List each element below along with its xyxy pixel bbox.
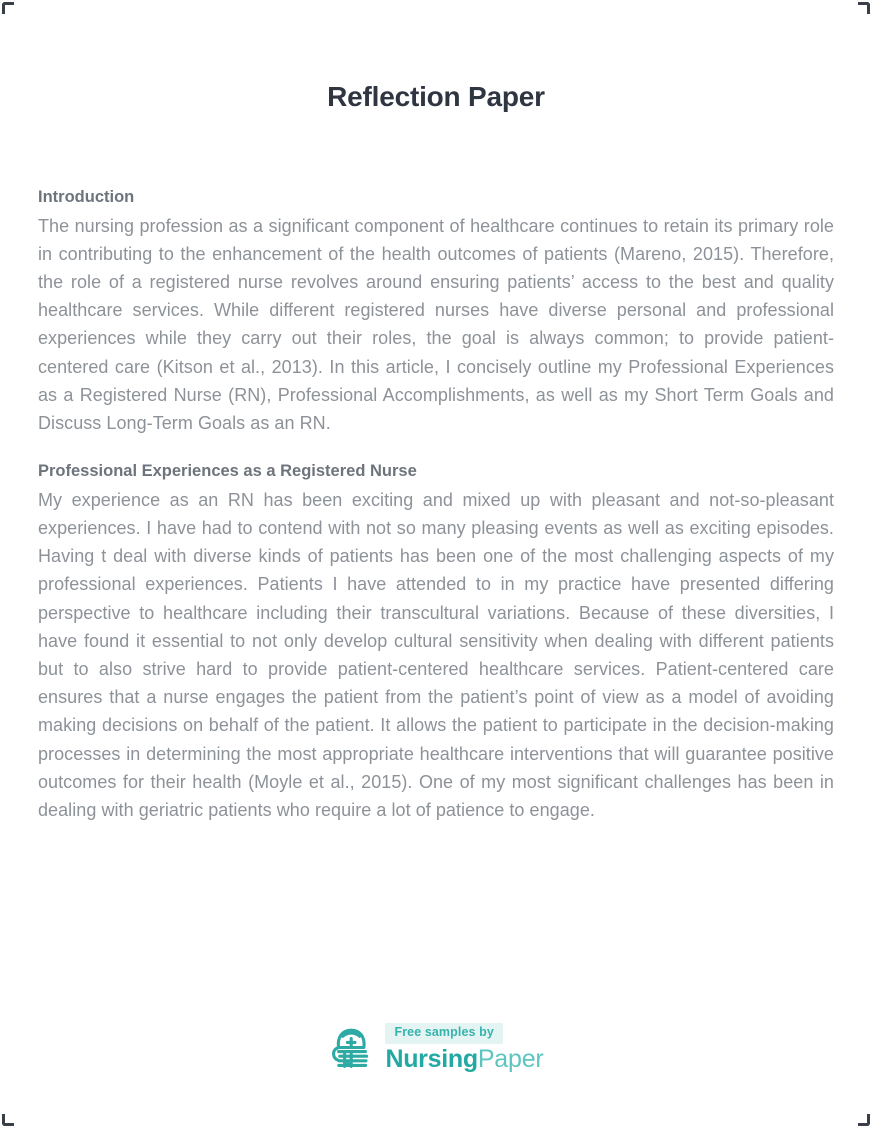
page-title: Reflection Paper [327, 80, 545, 112]
corner-mark-top-left [2, 2, 14, 14]
nursing-paper-logo[interactable] [328, 1022, 543, 1074]
brand-name-secondary: Paper [477, 1044, 544, 1073]
corner-mark-top-right [858, 2, 870, 14]
section-paragraph: My experience as an RN has been exciting and mixed up with pleasant and not-so-pleasant experiences. I have had to contend with not so many pleasing events as well as exciting episodes. Having t deal with diverse kinds of patients has been one of the most challenging aspects of my professional experiences. Patients I have attended to in my practice have presented differing perspective to healthcare including their transcultural variations. Because of these diversities, I have found it essential to not only develop cultural sensitivity when dealing with different patients but to also strive hard to provide patient-centered healthcare services. Patient-centered care ensures that a nurse engages the patient from the patient’s point of view as a model of avoiding making decisions on behalf of the patient. It allows the patient to participate in the decision-making processes in determining the most appropriate healthcare interventions that will guarantee positive outcomes for their health (Moyle et al., 2015). One of my most significant challenges has been in dealing with geriatric patients who require a lot of patience to engage. [38, 489, 834, 820]
brand-name-primary: Nursing [385, 1044, 478, 1073]
logo-text-block [385, 1023, 543, 1073]
footer-branding [0, 1022, 872, 1074]
section-heading: Professional Experiences as a Registered Nurse [38, 462, 417, 481]
logo-tagline: Free samples by [385, 1023, 502, 1044]
section-professional-experiences [38, 459, 834, 824]
section-paragraph: The nursing profession as a significant component of healthcare continues to retain its primary role in contributing to the enhancement of the health outcomes of patients (Mareno, 2015). Therefore, the role of a registered nurse revolves around ensuring patients’ access to the best and quality healthcare services. While different registered nurses have diverse personal and professional experiences while they carry out their roles, the goal is always common; to provide patient-centered care (Kitson et al., 2013). In this article, I concisely outline my Professional Experiences as a Registered Nurse (RN), Professional Accomplishments, as well as my Short Term Goals and Discuss Long-Term Goals as an RN. [38, 215, 834, 433]
document-body [38, 185, 834, 824]
section-heading: Introduction [38, 188, 135, 206]
corner-mark-bottom-left [2, 1114, 14, 1126]
nurse-cap-book-icon [328, 1022, 374, 1074]
corner-mark-bottom-right [858, 1114, 870, 1126]
section-introduction [38, 185, 834, 437]
logo-wordmark [385, 1046, 543, 1074]
